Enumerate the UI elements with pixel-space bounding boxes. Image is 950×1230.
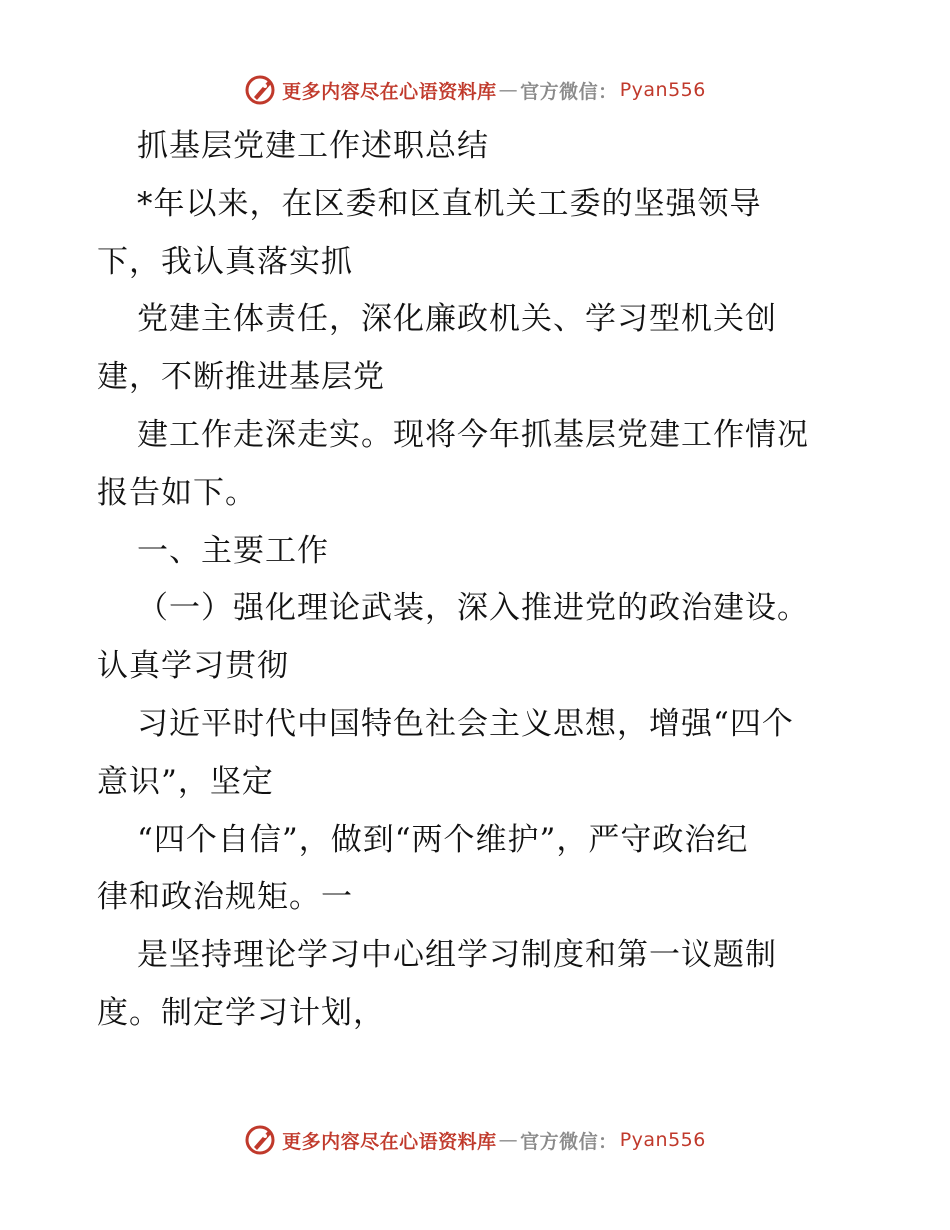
paragraph-line: “四个自信”，做到“两个维护”，严守政治纪	[137, 821, 749, 858]
paragraph-line: 意识”，坚定	[97, 763, 274, 800]
document-body	[97, 118, 857, 1043]
banner-brand: 更多内容尽在心语资料库	[282, 1130, 497, 1153]
banner-wechat-id: Pyan556	[619, 1129, 706, 1151]
paragraph-line: 下，我认真落实抓	[97, 243, 353, 280]
paragraph-line: 是坚持理论学习中心组学习制度和第一议题制	[137, 937, 777, 974]
pen-nib-circle-icon	[244, 73, 278, 107]
banner-official-label: 官方微信：	[520, 1130, 618, 1153]
paragraph-line: 律和政治规矩。一	[97, 879, 353, 916]
banner-wechat-id: Pyan556	[619, 79, 706, 101]
header-banner	[0, 72, 950, 108]
paragraph-line: *年以来，在区委和区直机关工委的坚强领导	[137, 185, 762, 222]
pen-nib-circle-icon	[244, 1123, 278, 1157]
section-heading: 一、主要工作	[137, 532, 329, 569]
banner-separator: —	[498, 1129, 519, 1151]
paragraph-line: 党建主体责任，深化廉政机关、学习型机关创	[137, 301, 777, 338]
paragraph-line: 建，不断推进基层党	[97, 359, 385, 396]
paragraph-line: 习近平时代中国特色社会主义思想，增强“四个	[137, 705, 794, 742]
footer-banner	[0, 1122, 950, 1158]
paragraph-line: 建工作走深走实。现将今年抓基层党建工作情况	[137, 416, 809, 453]
subsection-heading: （一）强化理论武装，深入推进党的政治建设。	[137, 590, 809, 627]
document-title: 抓基层党建工作述职总结	[137, 128, 489, 164]
paragraph-line: 认真学习贯彻	[97, 648, 289, 685]
banner-brand: 更多内容尽在心语资料库	[282, 80, 497, 103]
banner-official-label: 官方微信：	[520, 80, 618, 103]
paragraph-line: 报告如下。	[97, 474, 257, 511]
banner-separator: —	[498, 79, 519, 101]
paragraph-line: 度。制定学习计划，	[97, 994, 385, 1031]
